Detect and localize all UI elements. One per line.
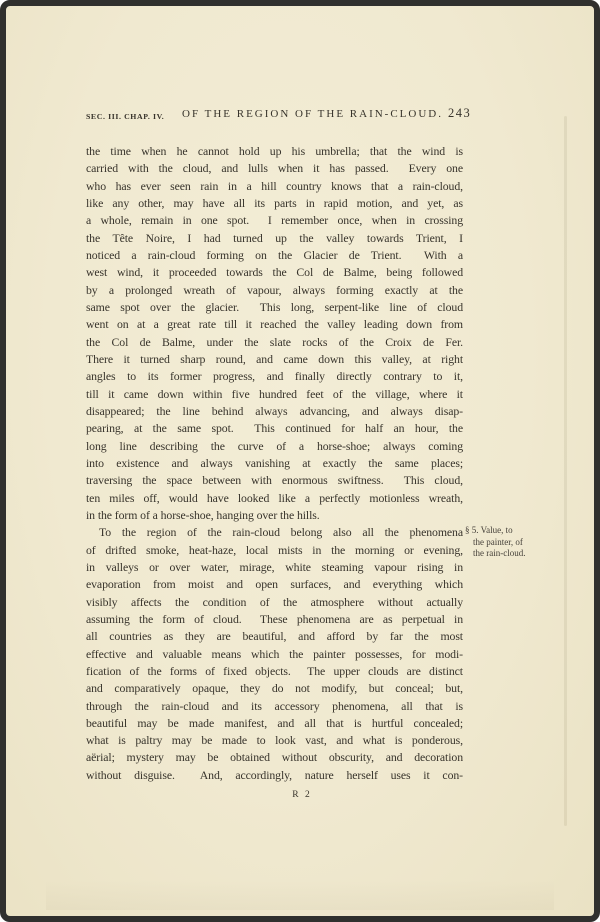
text-line: what is paltry may be made to look vast, and what is ponderous, — [86, 733, 463, 748]
text-line: pearing, at the same spot. This continued for half an hour, the — [86, 421, 463, 436]
text-line: evaporation from moist and open surfaces, and everything which — [86, 577, 463, 592]
text-line: till it came down within five hundred feet of the village, where it — [86, 386, 463, 401]
text-line: effective and valuable means which the painter possesses, for modi- — [86, 646, 463, 661]
text-line: by a prolonged wreath of vapour, always forming exactly at the — [86, 282, 463, 297]
text-line: who has ever seen rain in a hill country knows that a rain-cloud, — [86, 178, 463, 193]
margin-note-line: the painter, of — [473, 536, 523, 547]
text-line: assuming the form of cloud. These phenomena are as perpetual in — [86, 611, 463, 626]
text-line: visibly affects the condition of the atmosphere without actually — [86, 594, 463, 609]
margin-note-line: the rain-cloud. — [473, 548, 526, 559]
text-line: noticed a rain-cloud forming on the Glacier de Trient. With a — [86, 247, 463, 262]
text-line: carried with the cloud, and lulls when it has passed. Every one — [86, 161, 463, 176]
text-line: in the form of a horse-shoe, hanging over the hills. — [86, 507, 320, 522]
text-line: ten miles off, would have looked like a perfectly motionless wreath, — [86, 490, 463, 505]
text-line: went on at a great rate till it reached the valley leading down from — [86, 317, 463, 332]
text-line: beautiful may be made manifest, and all that is hurtful concealed; — [86, 715, 463, 730]
running-header-section: SEC. III. CHAP. IV. — [86, 112, 165, 121]
signature-mark: R 2 — [292, 790, 312, 800]
margin-note-line: § 5. Value, to — [465, 525, 513, 535]
text-line: same spot over the glacier. This long, serpent-like line of cloud — [86, 299, 463, 314]
text-line: long line describing the curve of a horse-shoe; always coming — [86, 438, 463, 453]
text-line: To the region of the rain-cloud belong also all the phenomena — [99, 525, 463, 540]
text-line: into existence and always vanishing at exactly the same places; — [86, 455, 463, 470]
text-line: and comparatively opaque, they do not modify, but conceal; but, — [86, 681, 463, 696]
text-line: fication of the forms of fixed objects. The upper clouds are distinct — [86, 663, 463, 678]
page-edge-shadow — [564, 116, 567, 826]
page-bottom-shadow — [46, 880, 554, 910]
margin-note — [465, 525, 561, 560]
text-line: without disguise. And, accordingly, nature herself uses it con- — [86, 767, 463, 782]
text-line: a whole, remain in one spot. I remember once, when in crossing — [86, 213, 463, 228]
page-body-text — [86, 143, 463, 784]
text-line: aërial; mystery may be obtained without obscurity, and decoration — [86, 750, 463, 765]
text-line: the time when he cannot hold up his umbrella; that the wind is — [86, 144, 463, 158]
text-line: There it turned sharp round, and came down this valley, at right — [86, 351, 463, 366]
text-line: traversing the space between with enormous swiftness. This cloud, — [86, 473, 463, 488]
text-line: the Col de Balme, under the slate rocks of the Croix de Fer. — [86, 334, 463, 349]
running-header-title: OF THE REGION OF THE RAIN-CLOUD. — [182, 108, 443, 120]
text-line: disappeared; the line behind always advancing, and always disap- — [86, 403, 463, 418]
text-line: in valleys or over water, mirage, white steaming vapour rising in — [86, 559, 463, 574]
text-line: the Tête Noire, I had turned up the valley towards Trient, I — [86, 230, 463, 245]
text-line: west wind, it proceeded towards the Col de Balme, being followed — [86, 265, 463, 280]
text-line: like any other, may have all its parts in rapid motion, and yet, as — [86, 195, 463, 210]
text-line: of drifted smoke, heat-haze, local mists in the morning or evening, — [86, 542, 463, 557]
text-line: angles to its former progress, and finally directly contrary to it, — [86, 369, 463, 384]
page-number: 243 — [448, 106, 472, 120]
text-line: all countries as they are beautiful, and afford by far the most — [86, 629, 463, 644]
text-line: through the rain-cloud and its accessory phenomena, all that is — [86, 698, 463, 713]
